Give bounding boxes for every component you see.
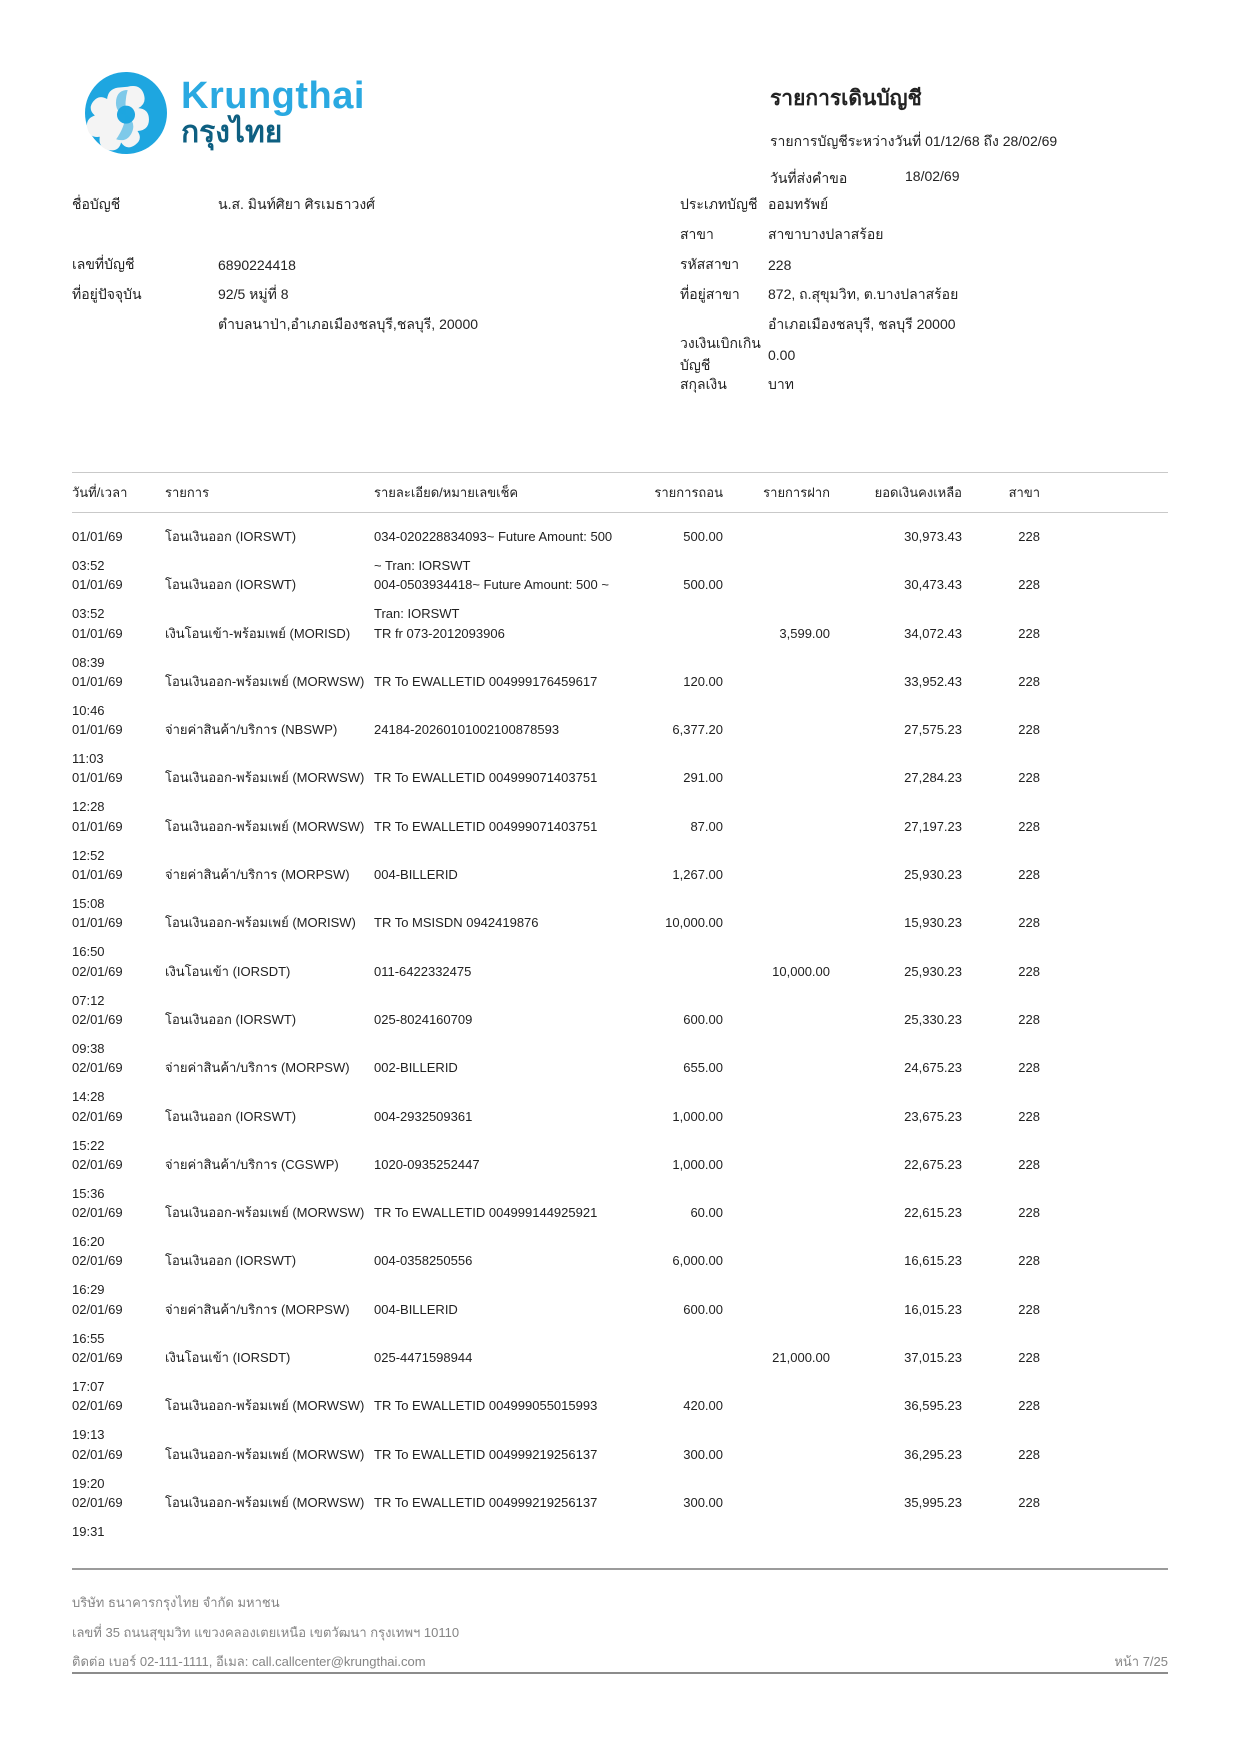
info-label: ที่อยู่สาขา	[680, 286, 740, 302]
cell-withdrawal: 300.00	[683, 1494, 723, 1510]
cell-withdrawal: 60.00	[690, 1205, 723, 1221]
table-header-col-balance: ยอดเงินคงเหลือ	[874, 485, 962, 500]
detail-line: TR To EWALLETID 004999219256137	[374, 1446, 598, 1462]
footer-separator-bottom	[72, 1672, 1168, 1674]
table-row	[72, 1150, 1168, 1201]
cell-branch: 228	[1018, 1108, 1040, 1124]
info-label: เลขที่บัญชี	[72, 256, 135, 272]
txn-time: 19:20	[72, 1475, 105, 1491]
detail-line: Tran: IORSWT	[374, 606, 460, 622]
cell-withdrawal: 1,267.00	[672, 867, 723, 883]
table-header-col-date-time: วันที่/เวลา	[72, 485, 128, 500]
cell-balance: 24,675.23	[904, 1060, 962, 1076]
table-row	[72, 1198, 1168, 1250]
table-row	[72, 715, 1168, 767]
txn-time: 08:39	[72, 654, 105, 670]
txn-date: 02/01/69	[72, 1350, 123, 1366]
info-row-left-3	[72, 280, 632, 310]
cell-withdrawal: 120.00	[683, 673, 723, 689]
cell-description: โอนเงินออก-พร้อมเพย์ (MORWSW)	[165, 1398, 365, 1414]
cell-branch: 228	[1018, 1446, 1040, 1462]
detail-line: ~ Tran: IORSWT	[374, 558, 471, 573]
txn-time: 15:36	[72, 1185, 105, 1201]
detail-line: 002-BILLERID	[374, 1060, 458, 1076]
txn-date: 02/01/69	[72, 963, 123, 979]
table-header-row	[72, 472, 1168, 513]
info-value: อำเภอเมืองชลบุรี, ชลบุรี 20000	[768, 316, 956, 332]
txn-date: 02/01/69	[72, 1253, 123, 1269]
info-value: สาขาบางปลาสร้อย	[768, 226, 884, 242]
krungthai-bird-icon	[85, 72, 167, 154]
cell-branch: 228	[1018, 818, 1040, 834]
table-row	[72, 1246, 1168, 1298]
cell-detail	[374, 1391, 642, 1420]
table-row	[72, 1053, 1168, 1105]
info-label: สกุลเงิน	[680, 376, 727, 392]
cell-branch: 228	[1018, 963, 1040, 979]
account-info-right	[680, 190, 1168, 400]
cell-branch: 228	[1018, 673, 1040, 689]
info-label: สาขา	[680, 226, 714, 242]
info-label: รหัสสาขา	[680, 256, 740, 272]
cell-withdrawal: 300.00	[683, 1446, 723, 1462]
cell-withdrawal: 600.00	[683, 1011, 723, 1027]
table-row	[72, 1391, 1168, 1443]
cell-balance: 25,330.23	[904, 1011, 962, 1027]
txn-time: 03:52	[72, 558, 105, 573]
cell-detail	[374, 957, 642, 986]
bank-name-th: กรุงไทย	[181, 116, 283, 149]
cell-detail	[374, 1488, 642, 1517]
txn-time: 19:13	[72, 1427, 105, 1443]
txn-time: 16:20	[72, 1234, 105, 1250]
page-number: หน้า 7/25	[1114, 1654, 1168, 1669]
table-row	[72, 1102, 1168, 1153]
cell-balance: 23,675.23	[904, 1108, 962, 1124]
detail-line: TR To EWALLETID 004999176459617	[374, 673, 598, 689]
txn-time: 11:03	[72, 751, 104, 767]
txn-time: 15:08	[72, 896, 105, 912]
cell-withdrawal: 600.00	[683, 1301, 723, 1317]
table-row	[72, 667, 1168, 718]
txn-time: 19:31	[72, 1523, 105, 1539]
txn-time: 14:28	[72, 1089, 105, 1105]
cell-description: จ่ายค่าสินค้า/บริการ (MORPSW)	[165, 867, 350, 883]
cell-detail	[374, 619, 642, 648]
cell-description: โอนเงินออก-พร้อมเพย์ (MORISW)	[165, 915, 356, 931]
cell-branch: 228	[1018, 1253, 1040, 1269]
cell-detail	[374, 715, 642, 744]
info-value: น.ส. มินท์ศิยา ศิรเมธาวงศ์	[218, 196, 376, 212]
info-label: ชื่อบัญชี	[72, 196, 121, 212]
txn-date: 02/01/69	[72, 1060, 123, 1076]
table-header-col-deposit: รายการฝาก	[763, 485, 830, 500]
cell-description: เงินโอนเข้า (IORSDT)	[165, 963, 291, 979]
detail-line: TR To EWALLETID 004999144925921	[374, 1205, 598, 1221]
txn-date: 02/01/69	[72, 1205, 123, 1221]
cell-branch: 228	[1018, 722, 1040, 738]
cell-balance: 22,615.23	[904, 1205, 962, 1221]
cell-branch: 228	[1018, 1350, 1040, 1366]
detail-line: TR To EWALLETID 004999219256137	[374, 1494, 598, 1510]
txn-time: 12:52	[72, 847, 105, 863]
cell-branch: 228	[1018, 867, 1040, 883]
txn-date: 02/01/69	[72, 1494, 123, 1510]
cell-branch: 228	[1018, 1398, 1040, 1414]
txn-date: 02/01/69	[72, 1011, 123, 1027]
detail-line: TR fr 073-2012093906	[374, 625, 505, 641]
txn-date: 02/01/69	[72, 1398, 123, 1414]
cell-balance: 37,015.23	[904, 1350, 962, 1366]
info-row-left-2	[72, 250, 632, 280]
cell-date-time	[72, 1488, 165, 1546]
txn-date: 02/01/69	[72, 1156, 123, 1172]
cell-detail	[374, 1343, 642, 1372]
cell-detail	[374, 812, 642, 841]
info-row-right-6	[680, 370, 1168, 400]
cell-balance: 30,973.43	[904, 529, 962, 544]
txn-time: 09:38	[72, 1040, 105, 1056]
cell-branch: 228	[1018, 577, 1040, 593]
txn-date: 01/01/69	[72, 673, 123, 689]
detail-line: 011-6422332475	[374, 963, 472, 979]
cell-description: โอนเงินออก (IORSWT)	[165, 577, 297, 593]
cell-detail	[374, 860, 642, 889]
cell-branch: 228	[1018, 1060, 1040, 1076]
txn-date: 02/01/69	[72, 1446, 123, 1462]
info-row-right-2	[680, 250, 1168, 280]
request-date-label: วันที่ส่งคำขอ	[770, 170, 848, 186]
detail-line: 004-0503934418~ Future Amount: 500 ~	[374, 577, 609, 593]
txn-date: 01/01/69	[72, 770, 123, 786]
cell-withdrawal: 1,000.00	[672, 1156, 723, 1172]
cell-withdrawal: 655.00	[683, 1060, 723, 1076]
cell-balance: 16,015.23	[904, 1301, 962, 1317]
cell-withdrawal: 1,000.00	[672, 1108, 723, 1124]
detail-line: 034-020228834093~ Future Amount: 500	[374, 529, 613, 544]
info-value: บาท	[768, 376, 794, 392]
detail-line: TR To EWALLETID 004999055015993	[374, 1398, 598, 1414]
request-date-value: 18/02/69	[905, 168, 960, 184]
cell-deposit: 21,000.00	[772, 1350, 830, 1366]
cell-withdrawal: 500.00	[683, 577, 723, 593]
cell-detail	[374, 1295, 642, 1324]
table-row	[72, 1005, 1168, 1056]
table-header-col-withdrawal: รายการถอน	[654, 485, 723, 500]
info-row-left-1	[72, 220, 632, 250]
cell-description: โอนเงินออก-พร้อมเพย์ (MORWSW)	[165, 1494, 365, 1510]
cell-balance: 30,473.43	[904, 577, 962, 593]
cell-description: โอนเงินออก-พร้อมเพย์ (MORWSW)	[165, 1446, 365, 1462]
info-row-left-4	[72, 310, 632, 340]
detail-line: 1020-0935252447	[374, 1156, 480, 1172]
cell-balance: 22,675.23	[904, 1156, 962, 1172]
txn-time: 16:50	[72, 944, 105, 960]
cell-branch: 228	[1018, 1156, 1040, 1172]
txn-date: 01/01/69	[72, 818, 123, 834]
cell-balance: 36,595.23	[904, 1398, 962, 1414]
cell-balance: 36,295.23	[904, 1446, 962, 1462]
table-row	[72, 1295, 1168, 1346]
txn-date: 01/01/69	[72, 722, 123, 738]
detail-line: 004-BILLERID	[374, 1301, 458, 1317]
txn-time: 17:07	[72, 1379, 105, 1395]
info-value: ตำบลนาป่า,อำเภอเมืองชลบุรี,ชลบุรี, 20000	[218, 316, 479, 332]
detail-line: 004-2932509361	[374, 1108, 473, 1124]
detail-line: 004-BILLERID	[374, 867, 458, 883]
bank-name-en: Krungthai	[181, 75, 365, 117]
cell-detail	[374, 1198, 642, 1227]
table-row	[72, 1343, 1168, 1395]
cell-detail	[374, 667, 642, 696]
bank-logo	[85, 72, 365, 154]
info-label: วงเงินเบิกเกินบัญชี	[680, 335, 761, 373]
cell-withdrawal: 87.00	[690, 818, 723, 834]
txn-time: 16:29	[72, 1282, 105, 1298]
cell-deposit: 3,599.00	[779, 625, 830, 641]
cell-description: จ่ายค่าสินค้า/บริการ (NBSWP)	[165, 722, 338, 738]
info-value: ออมทรัพย์	[768, 196, 829, 212]
txn-date: 01/01/69	[72, 867, 123, 883]
cell-description: โอนเงินออก-พร้อมเพย์ (MORWSW)	[165, 673, 365, 689]
request-date-row	[770, 168, 1168, 190]
table-header-col-detail-cheque-no: รายละเอียด/หมายเลขเช็ค	[374, 485, 519, 500]
info-value: 872, ถ.สุขุมวิท, ต.บางปลาสร้อย	[768, 286, 959, 302]
cell-withdrawal: 500.00	[683, 529, 723, 544]
cell-branch: 228	[1018, 770, 1040, 786]
footer-contact: ติดต่อ เบอร์ 02-111-1111, อีเมล: call.callcenter@krungthai.com	[72, 1654, 426, 1669]
table-row	[72, 812, 1168, 863]
cell-description: เงินโอนเข้า (IORSDT)	[165, 1350, 291, 1366]
table-row	[72, 763, 1168, 815]
info-value: 228	[768, 257, 792, 273]
detail-line: TR To MSISDN 0942419876	[374, 915, 539, 931]
cell-balance: 27,575.23	[904, 722, 962, 738]
info-label: ที่อยู่ปัจจุบัน	[72, 286, 142, 302]
txn-time: 03:52	[72, 606, 105, 622]
table-body	[72, 513, 1168, 1539]
cell-description: โอนเงินออก-พร้อมเพย์ (MORWSW)	[165, 770, 365, 786]
detail-line: TR To EWALLETID 004999071403751	[374, 770, 598, 786]
table-row	[72, 1488, 1168, 1539]
table-row	[72, 957, 1168, 1008]
cell-branch: 228	[1018, 1011, 1040, 1027]
cell-description: จ่ายค่าสินค้า/บริการ (MORPSW)	[165, 1060, 350, 1076]
detail-line: TR To EWALLETID 004999071403751	[374, 818, 598, 834]
txn-time: 10:46	[72, 702, 105, 718]
info-row-right-5	[680, 335, 1168, 373]
cell-branch: 228	[1018, 1301, 1040, 1317]
info-value: 6890224418	[218, 257, 296, 273]
cell-description: จ่ายค่าสินค้า/บริการ (CGSWP)	[165, 1156, 339, 1172]
detail-line: 025-4471598944	[374, 1350, 473, 1366]
bank-wordmark	[181, 76, 365, 150]
transactions-table	[72, 472, 1168, 1539]
txn-date: 01/01/69	[72, 577, 123, 593]
cell-balance: 27,197.23	[904, 818, 962, 834]
cell-detail	[374, 763, 642, 792]
statement-title: รายการเดินบัญชี	[770, 87, 922, 110]
cell-branch: 228	[1018, 529, 1040, 544]
cell-withdrawal: 10,000.00	[665, 915, 723, 931]
cell-description: โอนเงินออก (IORSWT)	[165, 1253, 297, 1269]
account-info-left	[72, 190, 632, 340]
document-header	[770, 82, 1168, 190]
cell-branch: 228	[1018, 915, 1040, 931]
table-header-col-description: รายการ	[165, 485, 210, 500]
cell-description: โอนเงินออก (IORSWT)	[165, 1011, 297, 1027]
txn-time: 16:55	[72, 1330, 105, 1346]
txn-date: 01/01/69	[72, 625, 123, 641]
cell-detail	[374, 1053, 642, 1082]
footer-address: เลขที่ 35 ถนนสุขุมวิท แขวงคลองเตยเหนือ เขตวัฒนา กรุงเทพฯ 10110	[72, 1625, 460, 1640]
cell-description: โอนเงินออก-พร้อมเพย์ (MORWSW)	[165, 1205, 365, 1221]
cell-description: จ่ายค่าสินค้า/บริการ (MORPSW)	[165, 1301, 350, 1317]
info-value: 92/5 หมู่ที่ 8	[218, 286, 289, 302]
cell-description: โอนเงินออก (IORSWT)	[165, 529, 297, 544]
cell-withdrawal: 291.00	[683, 770, 723, 786]
cell-balance: 33,952.43	[904, 673, 962, 689]
info-row-right-3	[680, 280, 1168, 310]
cell-description: เงินโอนเข้า-พร้อมเพย์ (MORISD)	[165, 625, 351, 641]
cell-detail	[374, 1440, 642, 1469]
cell-balance: 34,072.43	[904, 625, 962, 641]
txn-date: 02/01/69	[72, 1301, 123, 1317]
cell-withdrawal: 6,000.00	[672, 1253, 723, 1269]
cell-branch: 228	[1018, 625, 1040, 641]
cell-balance: 35,995.23	[904, 1494, 962, 1510]
cell-deposit: 10,000.00	[772, 963, 830, 979]
cell-balance: 27,284.23	[904, 770, 962, 786]
cell-description: โอนเงินออก (IORSWT)	[165, 1108, 297, 1124]
txn-date: 01/01/69	[72, 529, 123, 544]
detail-line: 025-8024160709	[374, 1011, 473, 1027]
txn-time: 15:22	[72, 1137, 105, 1153]
cell-branch: 228	[1018, 1205, 1040, 1221]
table-row	[72, 1440, 1168, 1491]
txn-time: 07:12	[72, 992, 105, 1008]
cell-detail	[374, 1246, 642, 1275]
cell-detail	[374, 1102, 642, 1131]
cell-withdrawal: 420.00	[683, 1398, 723, 1414]
cell-description: โอนเงินออก-พร้อมเพย์ (MORWSW)	[165, 818, 365, 834]
detail-line: 24184-20260101002100878593	[374, 722, 560, 738]
cell-balance: 16,615.23	[904, 1253, 962, 1269]
table-row	[72, 522, 1168, 573]
info-row-right-0	[680, 190, 1168, 220]
table-header-col-branch: สาขา	[1008, 485, 1040, 500]
info-label: ประเภทบัญชี	[680, 196, 758, 212]
table-row	[72, 860, 1168, 912]
cell-branch: 228	[1018, 1494, 1040, 1510]
info-row-left-0	[72, 190, 632, 220]
footer-separator-top	[72, 1568, 1168, 1570]
txn-time: 12:28	[72, 799, 105, 815]
footer-company: บริษัท ธนาคารกรุงไทย จำกัด มหาชน	[72, 1595, 280, 1610]
cell-balance: 25,930.23	[904, 867, 962, 883]
table-row	[72, 570, 1168, 622]
cell-detail	[374, 1005, 642, 1034]
cell-balance: 15,930.23	[904, 915, 962, 931]
txn-date: 01/01/69	[72, 915, 123, 931]
cell-balance: 25,930.23	[904, 963, 962, 979]
info-row-right-1	[680, 220, 1168, 250]
statement-period: รายการบัญชีระหว่างวันที่ 01/12/68 ถึง 28/02/69	[770, 133, 1058, 149]
table-row	[72, 908, 1168, 960]
txn-date: 02/01/69	[72, 1108, 123, 1124]
cell-detail	[374, 908, 642, 937]
cell-detail	[374, 1150, 642, 1179]
table-row	[72, 619, 1168, 670]
detail-line: 004-0358250556	[374, 1253, 473, 1269]
cell-withdrawal: 6,377.20	[672, 722, 723, 738]
info-value: 0.00	[768, 347, 796, 363]
